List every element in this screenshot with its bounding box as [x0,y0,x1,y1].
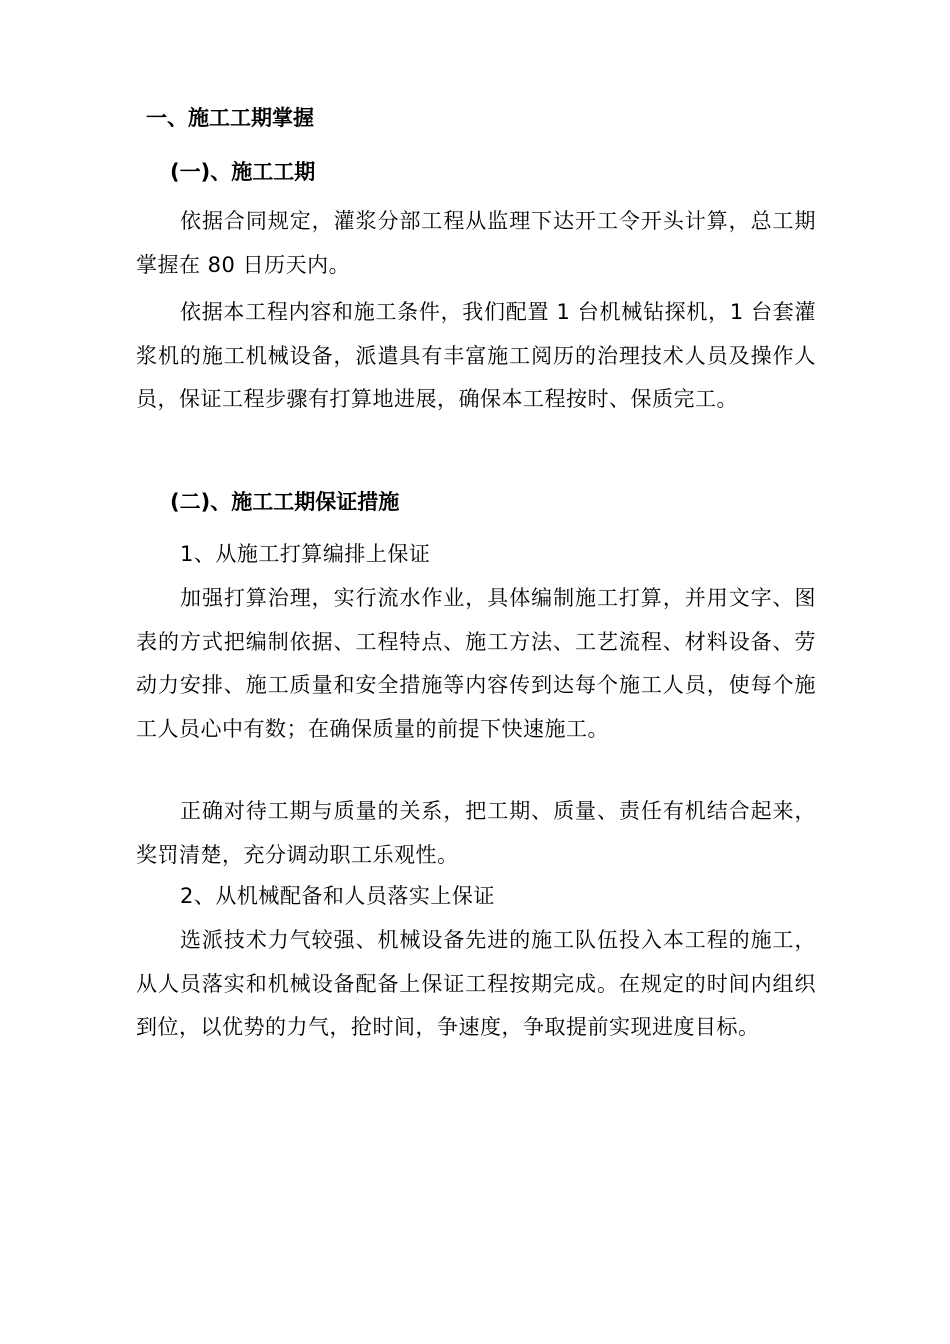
item-1-paragraph-1: 加强打算治理，实行流水作业，具体编制施工打算，并用文字、图表的方式把编制依据、工程特点、施工方法、工艺流程、材料设备、劳动力安排、施工质量和安全措施等内容传到达每个施工人员，使每个施工人员心中有数；在确保质量的前提下快速施工。 [136,586,816,741]
section-2-title: (二)、施工工期保证措施 [170,490,400,514]
item-1-title: 1、从施工打算编排上保证 [180,542,431,566]
main-heading: 一、施工工期掌握 [146,106,314,130]
item-2-title: 2、从机械配备和人员落实上保证 [180,884,495,908]
section-1-paragraph-1: 依据合同规定，灌浆分部工程从监理下达开工令开头计算，总工期掌握在 80 日历天内。 [136,209,816,277]
section-1-paragraph-2: 依据本工程内容和施工条件，我们配置 1 台机械钻探机，1 台套灌浆机的施工机械设备，派遣具有丰富施工阅历的治理技术人员及操作人员，保证工程步骤有打算地进展，确保本工程按时、保质完工。 [136,300,816,411]
section-1-title: (一)、施工工期 [170,160,316,184]
item-2-paragraph-1: 选派技术力气较强、机械设备先进的施工队伍投入本工程的施工，从人员落实和机械设备配备上保证工程按期完成。在规定的时间内组织到位，以优势的力气，抢时间，争速度，争取提前实现进度目标。 [136,928,816,1039]
item-1-paragraph-2: 正确对待工期与质量的关系，把工期、质量、责任有机结合起来，奖罚清楚，充分调动职工乐观性。 [136,799,816,867]
